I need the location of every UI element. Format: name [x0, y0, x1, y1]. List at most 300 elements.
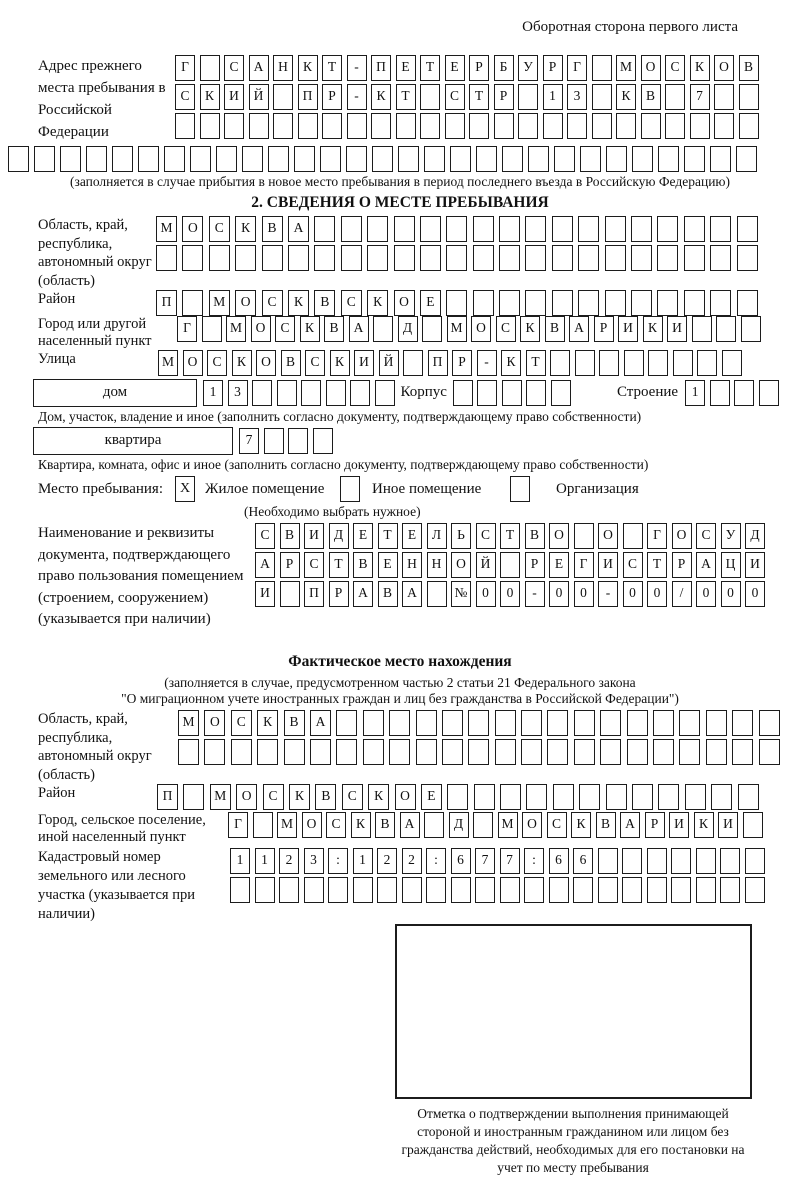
grid-cell[interactable]: В	[284, 710, 305, 736]
grid-cell[interactable]	[450, 146, 471, 172]
grid-cell[interactable]	[599, 350, 619, 376]
grid-cell[interactable]: Й	[379, 350, 399, 376]
grid-cell[interactable]: С	[342, 784, 363, 810]
grid-cell[interactable]: К	[367, 290, 388, 316]
grid-cell[interactable]: О	[641, 55, 661, 81]
grid-cell[interactable]	[416, 710, 437, 736]
grid-cell[interactable]	[156, 245, 177, 271]
grid-cell[interactable]	[182, 245, 203, 271]
grid-cell[interactable]	[326, 380, 346, 406]
grid-cell[interactable]	[632, 146, 653, 172]
grid-cell[interactable]	[714, 84, 734, 110]
grid-cell[interactable]: Р	[322, 84, 342, 110]
stroenie-grid[interactable]	[685, 380, 779, 406]
grid-cell[interactable]: С	[263, 784, 284, 810]
grid-cell[interactable]	[200, 55, 220, 81]
grid-cell[interactable]: И	[618, 316, 638, 342]
grid-cell[interactable]	[502, 380, 522, 406]
grid-cell[interactable]	[684, 146, 705, 172]
grid-cell[interactable]: Й	[476, 552, 496, 578]
grid-cell[interactable]	[336, 739, 357, 765]
grid-cell[interactable]	[242, 146, 263, 172]
grid-cell[interactable]: И	[745, 552, 765, 578]
grid-cell[interactable]	[175, 113, 195, 139]
grid-cell[interactable]: Л	[427, 523, 447, 549]
grid-cell[interactable]: П	[298, 84, 318, 110]
grid-cell[interactable]	[578, 245, 599, 271]
grid-cell[interactable]	[734, 380, 754, 406]
grid-cell[interactable]	[262, 245, 283, 271]
grid-cell[interactable]: 0	[574, 581, 594, 607]
grid-cell[interactable]: А	[400, 812, 420, 838]
grid-cell[interactable]	[605, 245, 626, 271]
grid-cell[interactable]	[696, 848, 716, 874]
grid-cell[interactable]: О	[256, 350, 276, 376]
grid-cell[interactable]	[367, 245, 388, 271]
grid-cell[interactable]	[552, 216, 573, 242]
grid-cell[interactable]	[706, 739, 727, 765]
grid-cell[interactable]	[451, 877, 471, 903]
grid-cell[interactable]	[403, 350, 423, 376]
grid-cell[interactable]	[420, 245, 441, 271]
grid-cell[interactable]: №	[451, 581, 471, 607]
grid-cell[interactable]	[424, 146, 445, 172]
grid-cell[interactable]	[112, 146, 133, 172]
grid-cell[interactable]: С	[665, 55, 685, 81]
grid-cell[interactable]	[711, 784, 732, 810]
grid-cell[interactable]: К	[257, 710, 278, 736]
grid-cell[interactable]	[684, 290, 705, 316]
grid-cell[interactable]: Т	[500, 523, 520, 549]
grid-cell[interactable]: О	[204, 710, 225, 736]
grid-cell[interactable]: Т	[420, 55, 440, 81]
char-grid-row[interactable]	[175, 55, 759, 81]
grid-cell[interactable]	[495, 710, 516, 736]
grid-cell[interactable]: 1	[255, 848, 275, 874]
grid-cell[interactable]: С	[496, 316, 516, 342]
grid-cell[interactable]: 2	[279, 848, 299, 874]
grid-cell[interactable]	[574, 523, 594, 549]
grid-cell[interactable]: В	[353, 552, 373, 578]
grid-cell[interactable]	[631, 216, 652, 242]
grid-cell[interactable]: 7	[690, 84, 710, 110]
grid-cell[interactable]	[424, 812, 444, 838]
grid-cell[interactable]	[598, 877, 618, 903]
grid-cell[interactable]: Т	[329, 552, 349, 578]
grid-cell[interactable]: Р	[329, 581, 349, 607]
grid-cell[interactable]	[257, 739, 278, 765]
grid-cell[interactable]: Т	[396, 84, 416, 110]
grid-cell[interactable]: П	[304, 581, 324, 607]
grid-cell[interactable]	[363, 739, 384, 765]
grid-cell[interactable]	[322, 113, 342, 139]
grid-cell[interactable]	[616, 113, 636, 139]
grid-cell[interactable]	[518, 84, 538, 110]
grid-cell[interactable]	[427, 581, 447, 607]
grid-cell[interactable]	[468, 710, 489, 736]
grid-cell[interactable]: К	[694, 812, 714, 838]
grid-cell[interactable]: К	[289, 784, 310, 810]
grid-cell[interactable]: Н	[273, 55, 293, 81]
grid-cell[interactable]	[741, 316, 761, 342]
grid-cell[interactable]: К	[571, 812, 591, 838]
grid-cell[interactable]	[743, 812, 763, 838]
grid-cell[interactable]: Т	[469, 84, 489, 110]
grid-cell[interactable]	[377, 877, 397, 903]
grid-cell[interactable]	[521, 710, 542, 736]
grid-cell[interactable]	[396, 113, 416, 139]
grid-cell[interactable]	[710, 290, 731, 316]
grid-cell[interactable]	[592, 84, 612, 110]
grid-cell[interactable]: О	[182, 216, 203, 242]
grid-cell[interactable]	[310, 739, 331, 765]
grid-cell[interactable]	[722, 350, 742, 376]
grid-cell[interactable]: Е	[420, 290, 441, 316]
grid-cell[interactable]: Р	[280, 552, 300, 578]
grid-cell[interactable]: Д	[398, 316, 418, 342]
grid-cell[interactable]: Д	[745, 523, 765, 549]
grid-cell[interactable]	[578, 290, 599, 316]
grid-cell[interactable]	[350, 380, 370, 406]
grid-cell[interactable]: И	[354, 350, 374, 376]
grid-cell[interactable]	[547, 710, 568, 736]
grid-cell[interactable]: К	[501, 350, 521, 376]
grid-cell[interactable]: Г	[574, 552, 594, 578]
grid-cell[interactable]	[183, 784, 204, 810]
grid-cell[interactable]	[526, 784, 547, 810]
grid-cell[interactable]: О	[549, 523, 569, 549]
grid-cell[interactable]: А	[255, 552, 275, 578]
grid-cell[interactable]: О	[394, 290, 415, 316]
grid-cell[interactable]: У	[518, 55, 538, 81]
grid-cell[interactable]	[34, 146, 55, 172]
grid-cell[interactable]	[204, 739, 225, 765]
grid-cell[interactable]	[671, 877, 691, 903]
grid-cell[interactable]: 0	[549, 581, 569, 607]
char-grid-row[interactable]	[178, 739, 780, 765]
grid-cell[interactable]: О	[302, 812, 322, 838]
house-number-grid[interactable]	[203, 380, 395, 406]
grid-cell[interactable]: К	[300, 316, 320, 342]
grid-cell[interactable]: Р	[672, 552, 692, 578]
grid-cell[interactable]: М	[178, 710, 199, 736]
grid-cell[interactable]	[442, 710, 463, 736]
grid-cell[interactable]	[671, 848, 691, 874]
grid-cell[interactable]: Ь	[451, 523, 471, 549]
grid-cell[interactable]	[60, 146, 81, 172]
grid-cell[interactable]: 0	[476, 581, 496, 607]
grid-cell[interactable]: 1	[685, 380, 705, 406]
grid-cell[interactable]	[710, 146, 731, 172]
grid-cell[interactable]: 2	[377, 848, 397, 874]
grid-cell[interactable]: Е	[402, 523, 422, 549]
grid-cell[interactable]	[710, 245, 731, 271]
grid-cell[interactable]	[543, 113, 563, 139]
grid-cell[interactable]: Р	[525, 552, 545, 578]
grid-cell[interactable]	[551, 380, 571, 406]
grid-cell[interactable]: 6	[573, 848, 593, 874]
grid-cell[interactable]	[716, 316, 736, 342]
grid-cell[interactable]	[624, 350, 644, 376]
grid-cell[interactable]: Е	[421, 784, 442, 810]
grid-cell[interactable]: С	[445, 84, 465, 110]
grid-cell[interactable]	[178, 739, 199, 765]
grid-cell[interactable]	[200, 113, 220, 139]
grid-cell[interactable]: С	[547, 812, 567, 838]
grid-cell[interactable]: С	[476, 523, 496, 549]
grid-cell[interactable]	[600, 710, 621, 736]
grid-cell[interactable]: М	[498, 812, 518, 838]
grid-cell[interactable]	[500, 877, 520, 903]
grid-cell[interactable]	[372, 146, 393, 172]
grid-cell[interactable]: :	[524, 848, 544, 874]
grid-cell[interactable]: 3	[304, 848, 324, 874]
grid-cell[interactable]	[426, 877, 446, 903]
grid-cell[interactable]	[553, 784, 574, 810]
grid-cell[interactable]: 7	[500, 848, 520, 874]
grid-cell[interactable]: Н	[402, 552, 422, 578]
grid-cell[interactable]: 0	[696, 581, 716, 607]
grid-cell[interactable]	[447, 784, 468, 810]
grid-cell[interactable]	[398, 146, 419, 172]
grid-cell[interactable]: М	[447, 316, 467, 342]
grid-cell[interactable]	[268, 146, 289, 172]
grid-cell[interactable]	[86, 146, 107, 172]
grid-cell[interactable]	[231, 739, 252, 765]
grid-cell[interactable]: /	[672, 581, 692, 607]
grid-cell[interactable]: М	[226, 316, 246, 342]
grid-cell[interactable]	[367, 216, 388, 242]
grid-cell[interactable]: О	[598, 523, 618, 549]
residential-checkbox[interactable]: X	[175, 476, 195, 502]
grid-cell[interactable]: Р	[469, 55, 489, 81]
grid-cell[interactable]: С	[224, 55, 244, 81]
grid-cell[interactable]: К	[371, 84, 391, 110]
grid-cell[interactable]: М	[209, 290, 230, 316]
grid-cell[interactable]: Г	[647, 523, 667, 549]
grid-cell[interactable]	[525, 290, 546, 316]
other-premises-checkbox[interactable]	[340, 476, 360, 502]
grid-cell[interactable]: К	[330, 350, 350, 376]
grid-cell[interactable]	[164, 146, 185, 172]
grid-cell[interactable]: Р	[494, 84, 514, 110]
grid-cell[interactable]	[759, 710, 780, 736]
grid-cell[interactable]	[499, 216, 520, 242]
grid-cell[interactable]	[473, 245, 494, 271]
grid-cell[interactable]	[684, 245, 705, 271]
grid-cell[interactable]	[182, 290, 203, 316]
grid-cell[interactable]	[235, 245, 256, 271]
grid-cell[interactable]	[710, 216, 731, 242]
grid-cell[interactable]	[759, 739, 780, 765]
grid-cell[interactable]: К	[235, 216, 256, 242]
grid-cell[interactable]	[494, 113, 514, 139]
grid-cell[interactable]: И	[598, 552, 618, 578]
grid-cell[interactable]	[422, 316, 442, 342]
char-grid-row[interactable]	[255, 581, 765, 607]
grid-cell[interactable]	[445, 113, 465, 139]
grid-cell[interactable]: Е	[353, 523, 373, 549]
grid-cell[interactable]	[474, 784, 495, 810]
grid-cell[interactable]	[446, 245, 467, 271]
grid-cell[interactable]	[328, 877, 348, 903]
grid-cell[interactable]	[371, 113, 391, 139]
grid-cell[interactable]	[280, 581, 300, 607]
grid-cell[interactable]: 1	[230, 848, 250, 874]
grid-cell[interactable]: 2	[402, 848, 422, 874]
grid-cell[interactable]: В	[262, 216, 283, 242]
grid-cell[interactable]	[525, 245, 546, 271]
grid-cell[interactable]: О	[672, 523, 692, 549]
grid-cell[interactable]: Н	[427, 552, 447, 578]
grid-cell[interactable]	[8, 146, 29, 172]
char-grid-row[interactable]	[230, 877, 765, 903]
grid-cell[interactable]: О	[395, 784, 416, 810]
grid-cell[interactable]	[720, 848, 740, 874]
grid-cell[interactable]	[521, 739, 542, 765]
grid-cell[interactable]: Р	[594, 316, 614, 342]
grid-cell[interactable]: 0	[623, 581, 643, 607]
grid-cell[interactable]: 6	[549, 848, 569, 874]
grid-cell[interactable]: В	[378, 581, 398, 607]
grid-cell[interactable]: И	[667, 316, 687, 342]
grid-cell[interactable]	[346, 146, 367, 172]
char-grid-row[interactable]	[156, 290, 758, 316]
grid-cell[interactable]	[502, 146, 523, 172]
grid-cell[interactable]: О	[251, 316, 271, 342]
grid-cell[interactable]: А	[288, 216, 309, 242]
grid-cell[interactable]: С	[305, 350, 325, 376]
grid-cell[interactable]: Е	[396, 55, 416, 81]
grid-cell[interactable]	[592, 113, 612, 139]
grid-cell[interactable]	[477, 380, 497, 406]
grid-cell[interactable]	[759, 380, 779, 406]
grid-cell[interactable]	[525, 216, 546, 242]
grid-cell[interactable]	[500, 552, 520, 578]
grid-cell[interactable]	[732, 739, 753, 765]
grid-cell[interactable]: М	[158, 350, 178, 376]
grid-cell[interactable]: С	[275, 316, 295, 342]
grid-cell[interactable]: В	[280, 523, 300, 549]
grid-cell[interactable]: С	[262, 290, 283, 316]
grid-cell[interactable]	[737, 245, 758, 271]
grid-cell[interactable]	[138, 146, 159, 172]
grid-cell[interactable]	[394, 245, 415, 271]
grid-cell[interactable]	[732, 710, 753, 736]
grid-cell[interactable]	[288, 245, 309, 271]
grid-cell[interactable]	[684, 216, 705, 242]
grid-cell[interactable]: П	[371, 55, 391, 81]
grid-cell[interactable]	[202, 316, 222, 342]
grid-cell[interactable]	[657, 245, 678, 271]
grid-cell[interactable]	[623, 523, 643, 549]
grid-cell[interactable]: К	[288, 290, 309, 316]
grid-cell[interactable]: 0	[721, 581, 741, 607]
grid-cell[interactable]: Г	[177, 316, 197, 342]
grid-cell[interactable]	[549, 877, 569, 903]
grid-cell[interactable]: А	[249, 55, 269, 81]
grid-cell[interactable]: -	[477, 350, 497, 376]
grid-cell[interactable]: В	[739, 55, 759, 81]
grid-cell[interactable]: -	[525, 581, 545, 607]
grid-cell[interactable]: О	[471, 316, 491, 342]
grid-cell[interactable]: С	[255, 523, 275, 549]
grid-cell[interactable]: Е	[549, 552, 569, 578]
grid-cell[interactable]: Ц	[721, 552, 741, 578]
grid-cell[interactable]	[255, 877, 275, 903]
grid-cell[interactable]	[495, 739, 516, 765]
grid-cell[interactable]: Т	[322, 55, 342, 81]
grid-cell[interactable]	[605, 216, 626, 242]
grid-cell[interactable]	[710, 380, 730, 406]
grid-cell[interactable]	[190, 146, 211, 172]
grid-cell[interactable]: И	[718, 812, 738, 838]
grid-cell[interactable]	[473, 216, 494, 242]
grid-cell[interactable]: В	[281, 350, 301, 376]
grid-cell[interactable]	[420, 216, 441, 242]
grid-cell[interactable]: 1	[203, 380, 223, 406]
grid-cell[interactable]: К	[643, 316, 663, 342]
grid-cell[interactable]	[737, 290, 758, 316]
char-grid-row[interactable]	[156, 245, 758, 271]
grid-cell[interactable]: М	[616, 55, 636, 81]
grid-cell[interactable]	[224, 113, 244, 139]
grid-cell[interactable]: А	[349, 316, 369, 342]
grid-cell[interactable]	[249, 113, 269, 139]
grid-cell[interactable]	[347, 113, 367, 139]
grid-cell[interactable]: О	[451, 552, 471, 578]
grid-cell[interactable]	[552, 245, 573, 271]
grid-cell[interactable]	[580, 146, 601, 172]
grid-cell[interactable]: А	[620, 812, 640, 838]
char-grid-row[interactable]	[228, 812, 763, 838]
grid-cell[interactable]	[353, 877, 373, 903]
grid-cell[interactable]: О	[183, 350, 203, 376]
grid-cell[interactable]: С	[696, 523, 716, 549]
grid-cell[interactable]: К	[690, 55, 710, 81]
grid-cell[interactable]	[720, 877, 740, 903]
grid-cell[interactable]: 0	[745, 581, 765, 607]
grid-cell[interactable]	[230, 877, 250, 903]
grid-cell[interactable]	[605, 290, 626, 316]
grid-cell[interactable]	[473, 290, 494, 316]
grid-cell[interactable]	[389, 739, 410, 765]
grid-cell[interactable]	[277, 380, 297, 406]
grid-cell[interactable]: У	[721, 523, 741, 549]
grid-cell[interactable]	[567, 113, 587, 139]
grid-cell[interactable]: Р	[452, 350, 472, 376]
grid-cell[interactable]	[696, 877, 716, 903]
grid-cell[interactable]	[524, 877, 544, 903]
grid-cell[interactable]: А	[569, 316, 589, 342]
grid-cell[interactable]: Б	[494, 55, 514, 81]
char-grid-row[interactable]	[178, 710, 780, 736]
grid-cell[interactable]	[736, 146, 757, 172]
grid-cell[interactable]: О	[236, 784, 257, 810]
char-grid-row[interactable]	[175, 113, 759, 139]
grid-cell[interactable]: И	[224, 84, 244, 110]
grid-cell[interactable]	[475, 877, 495, 903]
grid-cell[interactable]: В	[375, 812, 395, 838]
grid-cell[interactable]	[320, 146, 341, 172]
grid-cell[interactable]	[499, 290, 520, 316]
grid-cell[interactable]: В	[545, 316, 565, 342]
grid-cell[interactable]	[313, 428, 333, 454]
grid-cell[interactable]	[253, 812, 273, 838]
grid-cell[interactable]	[294, 146, 315, 172]
grid-cell[interactable]	[304, 877, 324, 903]
grid-cell[interactable]: 3	[567, 84, 587, 110]
